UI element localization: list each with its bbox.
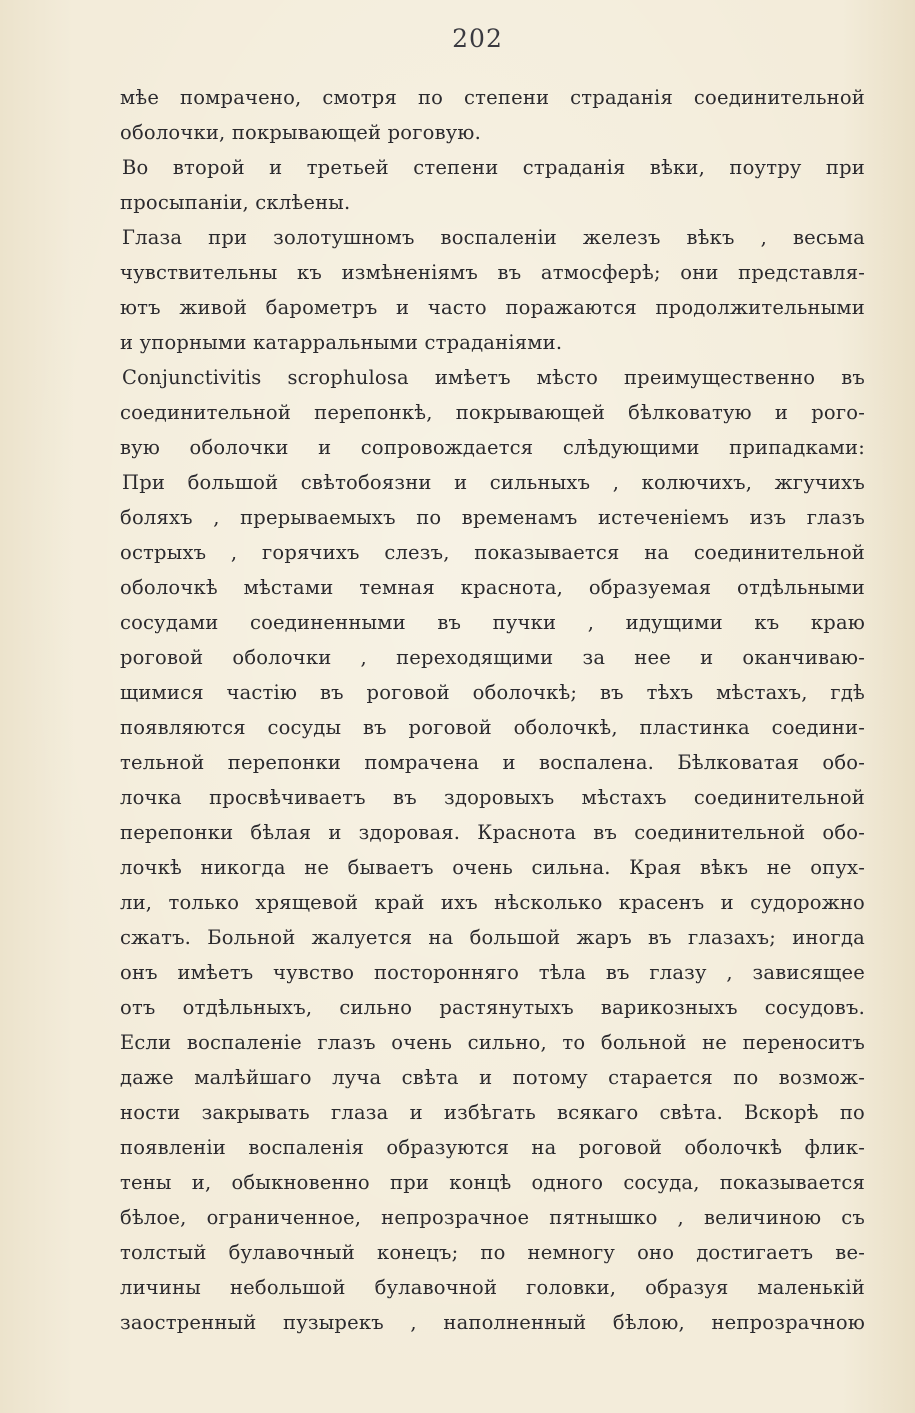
text-line: ли, только хрящевой край ихъ нѣсколько красенъ и судорожно	[120, 891, 865, 914]
text-line: щимися частію въ роговой оболочкѣ; въ тѣхъ мѣстахъ, гдѣ	[120, 681, 865, 704]
text-line: лочкѣ никогда не бываетъ очень сильна. Края вѣкъ не опух-	[120, 856, 865, 879]
text-line: появленіи воспаленія образуются на роговой оболочкѣ флик-	[120, 1136, 865, 1159]
text-line: боляхъ , прерываемыхъ по временамъ истеченіемъ изъ глазъ	[120, 506, 865, 529]
text-line: Во второй и третьей степени страданія вѣки, поутру при	[122, 156, 865, 179]
text-line: острыхъ , горячихъ слезъ, показывается на соединительной	[120, 541, 865, 564]
text-line: даже малѣйшаго луча свѣта и потому старается по возмож-	[120, 1066, 865, 1089]
text-line: толстый булавочный конецъ; по немногу оно достигаетъ ве-	[120, 1241, 865, 1264]
text-line: и упорными катарральными страданіями.	[120, 331, 563, 354]
text-line: сосудами соединенными въ пучки , идущими къ краю	[120, 611, 865, 634]
text-line: сжатъ. Больной жалуется на большой жаръ въ глазахъ; иногда	[120, 926, 865, 949]
text-line: Глаза при золотушномъ воспаленіи железъ вѣкъ , весьма	[122, 226, 865, 249]
page-number: 202	[452, 24, 503, 53]
text-line: соединительной перепонкѣ, покрывающей бѣлковатую и рого-	[120, 401, 865, 424]
text-line: заостренный пузырекъ , наполненный бѣлою, непрозрачною	[120, 1311, 865, 1334]
text-line: ности закрывать глаза и избѣгать всякаго свѣта. Вскорѣ по	[120, 1101, 865, 1124]
text-line: При большой свѣтобоязни и сильныхъ , колючихъ, жгучихъ	[122, 471, 865, 494]
text-line: появляются сосуды въ роговой оболочкѣ, пластинка соедини-	[120, 716, 865, 739]
text-line: бѣлое, ограниченное, непрозрачное пятнышко , величиною съ	[120, 1206, 865, 1229]
text-line: тены и, обыкновенно при концѣ одного сосуда, показывается	[120, 1171, 865, 1194]
text-line: перепонки бѣлая и здоровая. Краснота въ соединительной обо-	[120, 821, 865, 844]
text-line: личины небольшой булавочной головки, образуя маленькій	[120, 1276, 865, 1299]
text-line: Conjunctivitis scrophulosa имѣетъ мѣсто преимущественно въ	[122, 366, 865, 389]
text-line: роговой оболочки , переходящими за нее и оканчиваю-	[120, 646, 865, 669]
text-line: онъ имѣетъ чувство посторонняго тѣла въ глазу , зависящее	[120, 961, 865, 984]
text-line: лочка просвѣчиваетъ въ здоровыхъ мѣстахъ соединительной	[120, 786, 865, 809]
text-line: мѣе помрачено, смотря по степени страданія соединительной	[120, 86, 865, 109]
text-line: чувствительны къ измѣненіямъ въ атмосферѣ; они представля-	[120, 261, 865, 284]
text-line: вую оболочки и сопровождается слѣдующими припадками:	[120, 436, 865, 459]
text-line: тельной перепонки помрачена и воспалена. Бѣлковатая обо-	[120, 751, 865, 774]
text-line: оболочкѣ мѣстами темная краснота, образуемая отдѣльными	[120, 576, 865, 599]
text-line: ютъ живой барометръ и часто поражаются продолжительными	[120, 296, 865, 319]
text-line: оболочки, покрывающей роговую.	[120, 121, 481, 144]
text-line: просыпаніи, склѣены.	[120, 191, 351, 214]
text-line: Если воспаленіе глазъ очень сильно, то больной не переноситъ	[120, 1031, 865, 1054]
body-text	[120, 80, 865, 1340]
text-line: отъ отдѣльныхъ, сильно растянутыхъ варикозныхъ сосудовъ.	[120, 996, 865, 1019]
